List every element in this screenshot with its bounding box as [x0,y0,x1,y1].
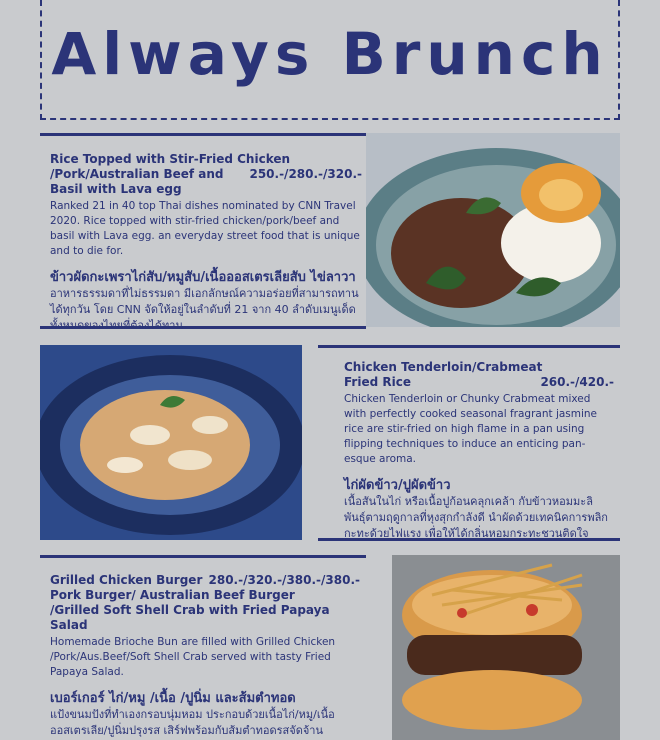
item-name-th: เบอร์เกอร์ ไก่/หมู /เนื้อ /ปูนิ่ม และส้มตำทอด [50,691,296,706]
divider [40,133,366,136]
header-frame [40,0,620,120]
item-price: 260.-/420.- [540,375,614,389]
item-name-en: Rice Topped with Stir-Fried Chicken 250.-/280.-/320.- [50,152,362,181]
item-description-th: แป้งขนมปังที่ทำเองกรอบนุ่มหอม ประกอบด้วยเนื้อไก่/หมู/เนื้อออสเตรเลีย/ปูนิ่มปรุงรส เสิร์ฟพร้อมกับส้มตำทอดรสจัดจ้าน [50,708,335,737]
item-name-th: ข้าวผัดกะเพราไก่สับ/หมูสับ/เนื้อออสเตรเลียสับ ไข่ลาวา [50,270,356,285]
item-description-th: เนื้อสันในไก่ หรือเนื้อปูก้อนคลุกเคล้า กับข้าวหอมมะลิพันธุ์ตามฤดูกาลที่หุงสุกกำลังดี นำผัดด้วยเทคนิคการพลิกกะทะด้วยไฟแรง เพื่อให้ได้กลิ่นหอมกระทะชวนติดใจ [344,495,608,540]
item-description-th: อาหารธรรมดาที่ไม่ธรรมดา มีเอกลักษณ์ความอร่อยที่สามารถทานได้ทุกวัน โดย CNN จัดให้อยู่ในลำดับที่ 21 จาก 40 ลำดับเมนูเด็ดทั้งหมดของไทยที่ต้องได้ทาน [50,287,359,332]
item-price: 280.-/320.-/380.-/380.- [208,573,360,587]
item-name-th: ไก่ผัดข้าว/ปูผัดข้าว [344,478,451,493]
menu-item-3 [50,573,360,739]
item-description-en: Ranked 21 in 40 top Thai dishes nominated by CNN Travel 2020. Rice topped with stir-fried chicken/pork/beef and basil with Lava egg. an everyday street food that is unique and to die for. [50,200,360,257]
divider [40,555,366,558]
item-name-en-line3: /Grilled Soft Shell Crab with Fried Papaya Salad [50,603,330,632]
burger-photo [392,555,620,740]
divider [318,345,620,348]
basil-rice-photo [366,133,620,327]
item-description-en: Homemade Brioche Bun are filled with Grilled Chicken /Pork/Aus.Beef/Soft Shell Crab served with tasty Fried Papaya Salad. [50,636,336,678]
item-description-en: Chicken Tenderloin or Chunky Crabmeat mixed with perfectly cooked seasonal fragrant jasmine rice are stir-fried on high flame in a pan using flipping techniques to induce an enticing pan-esque aroma. [344,393,598,465]
page-title: Always Brunch [51,20,609,88]
item-name-en-line2: Pork Burger/ Australian Beef Burger [50,588,295,602]
menu-item-2 [344,360,614,542]
item-name-en: Grilled Chicken Burger 280.-/320.-/380.-/380.- [50,573,360,587]
item-price: 250.-/280.-/320.- [249,167,362,181]
fried-rice-photo [40,345,302,540]
item-name-en-line2: Fried Rice [344,375,411,389]
item-name-en-line2: /Pork/Australian Beef and Basil with Lava egg [50,167,224,196]
item-name-en: Chicken Tenderloin/Crabmeat 260.-/420.- [344,360,614,389]
menu-item-1 [50,152,362,334]
